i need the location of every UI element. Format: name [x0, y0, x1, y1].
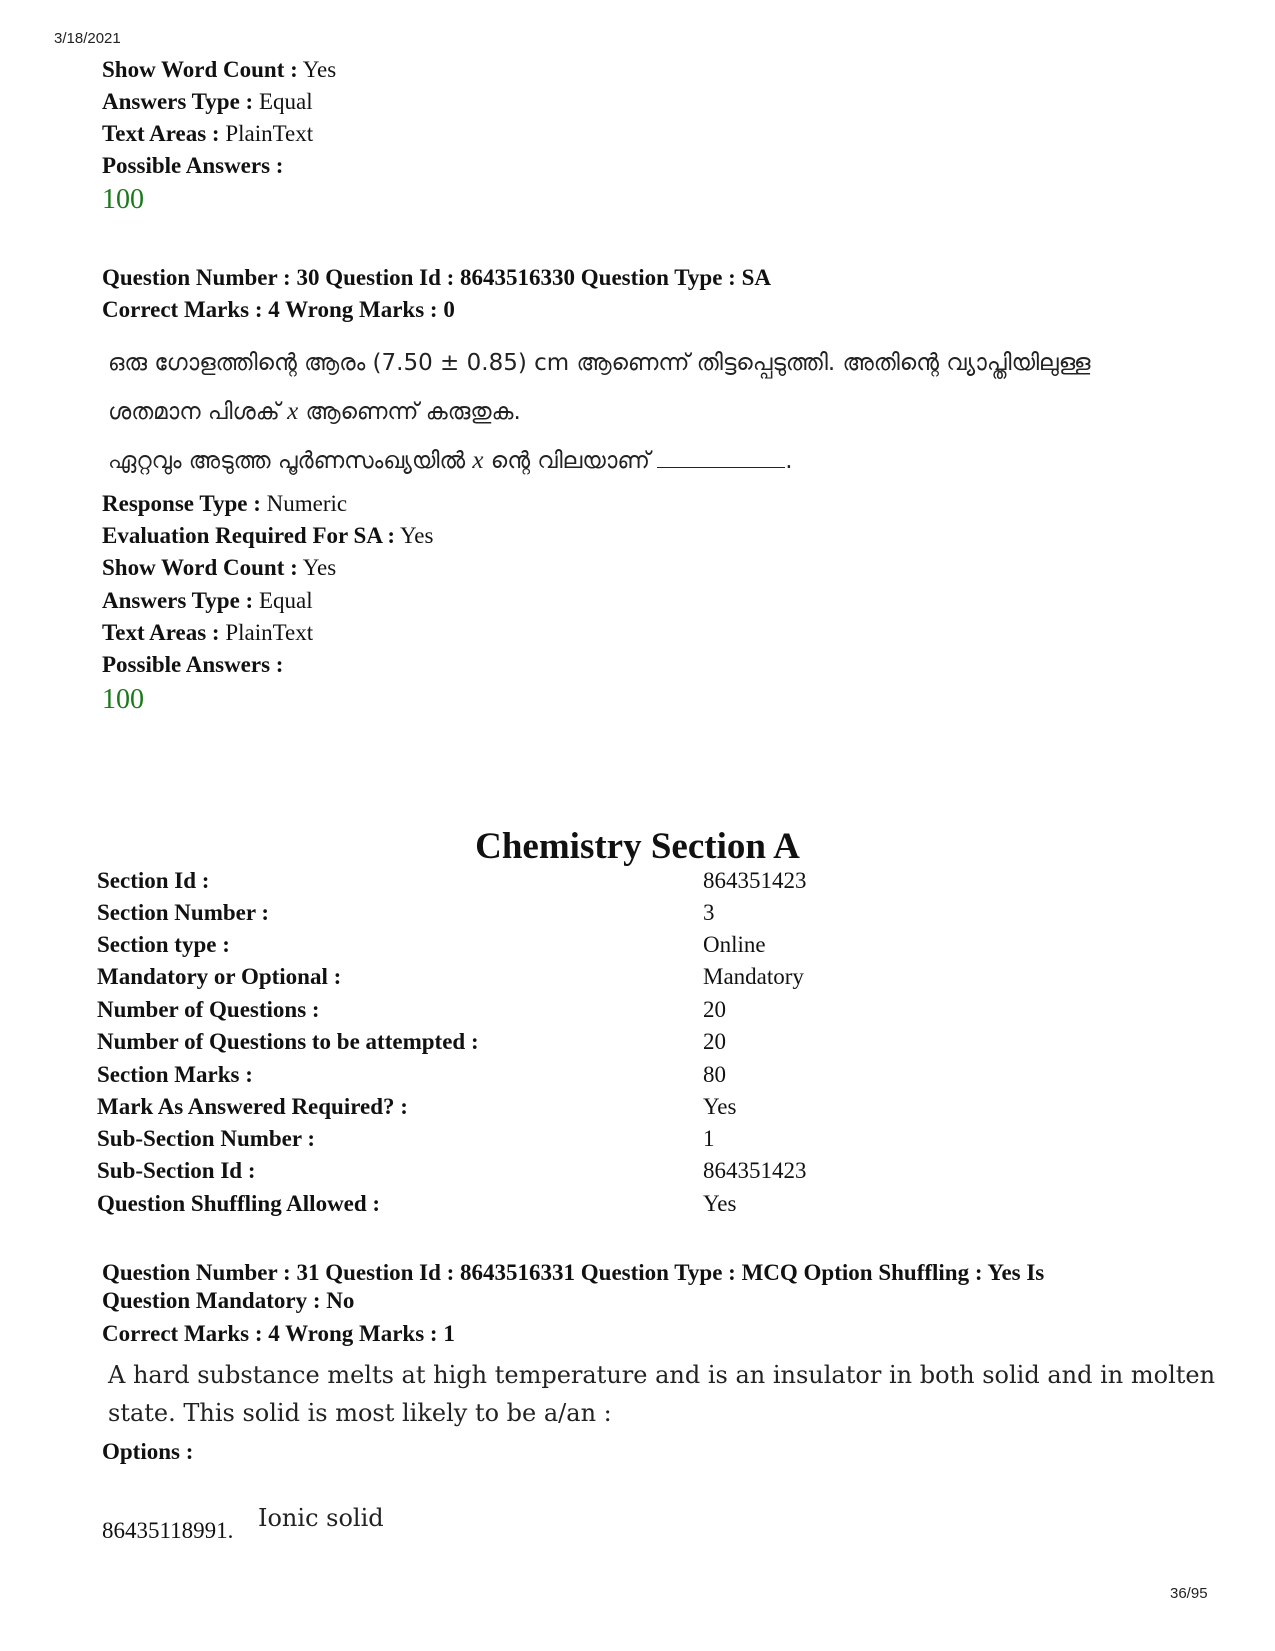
q30-response-type: Response Type : Numeric — [102, 491, 348, 516]
section-row: Section type : Online — [97, 932, 766, 957]
q31-options-label: Options : — [102, 1439, 194, 1464]
q30-show-word-count: Show Word Count : Yes — [102, 555, 337, 580]
q31-header-line1: Question Number : 31 Question Id : 8643516331 Question Type : MCQ Option Shuffling : Yes Is — [102, 1260, 1045, 1285]
q30-marks: Correct Marks : 4 Wrong Marks : 0 — [102, 297, 455, 322]
q29-answers-type: Answers Type : Equal — [102, 89, 313, 114]
section-row: Question Shuffling Allowed : Yes — [97, 1191, 737, 1216]
answer-blank — [657, 449, 785, 468]
q31-text-line2: state. This solid is most likely to be a/an : — [108, 1399, 612, 1427]
q31-option1-id: 86435118991. — [102, 1518, 234, 1543]
section-row: Sub-Section Id : 864351423 — [97, 1158, 807, 1183]
q31-header-line2: Question Mandatory : No — [102, 1288, 355, 1313]
q30-header: Question Number : 30 Question Id : 8643516330 Question Type : SA — [102, 265, 771, 290]
q30-answers-type: Answers Type : Equal — [102, 588, 313, 613]
q30-text-line1: ഒരു ഗോളത്തിന്റെ ആരം (7.50 ± 0.85) cm ആണെന്ന് തിട്ടപ്പെടുത്തി. അതിന്റെ വ്യാപ്തിയിലുള്ള — [108, 350, 1091, 376]
q29-text-areas: Text Areas : PlainText — [102, 121, 314, 146]
q31-text-line1: A hard substance melts at high temperature and is an insulator in both solid and in molten — [108, 1361, 1216, 1389]
section-row: Section Id : 864351423 — [97, 868, 807, 893]
section-title: Chemistry Section A — [475, 826, 800, 867]
section-row: Number of Questions : 20 — [97, 997, 726, 1022]
section-row: Mark As Answered Required? : Yes — [97, 1094, 737, 1119]
q31-option1-text: Ionic solid — [258, 1504, 384, 1532]
print-date: 3/18/2021 — [54, 30, 121, 47]
q29-possible-answers-label: Possible Answers : — [102, 153, 284, 178]
section-row: Section Marks : 80 — [97, 1062, 726, 1087]
q29-possible-answer-value: 100 — [102, 184, 144, 215]
q30-possible-answer-value: 100 — [102, 684, 144, 715]
section-row: Section Number : 3 — [97, 900, 715, 925]
section-row: Sub-Section Number : 1 — [97, 1126, 715, 1151]
section-row: Number of Questions to be attempted : 20 — [97, 1029, 726, 1054]
q30-evaluation-required: Evaluation Required For SA : Yes — [102, 523, 434, 548]
q29-show-word-count: Show Word Count : Yes — [102, 57, 337, 82]
q30-text-areas: Text Areas : PlainText — [102, 620, 314, 645]
q30-possible-answers-label: Possible Answers : — [102, 652, 284, 677]
page-number: 36/95 — [1170, 1585, 1208, 1602]
q31-marks: Correct Marks : 4 Wrong Marks : 1 — [102, 1321, 455, 1346]
section-row: Mandatory or Optional : Mandatory — [97, 964, 804, 989]
q30-text-line2: ശതമാന പിശക് x ആണെന്ന് കരുതുക. — [108, 398, 521, 425]
q30-text-line3: ഏറ്റവും അടുത്ത പൂർണസംഖ്യയിൽ x ന്റെ വിലയാണ് . — [108, 447, 793, 474]
